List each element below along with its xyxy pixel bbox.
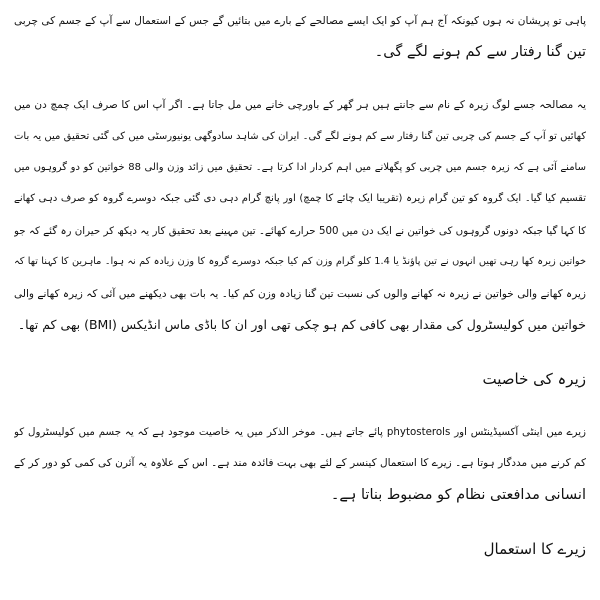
paragraph-1-line-4: تقسیم کیا گیا۔ ایک گروہ کو تین گرام زیرہ (تقریبا ایک چائے کا چمچ) اور پانچ گرام دہی دی گئی جبکہ دوسرے گروہ کو صرف دہی کھانے bbox=[14, 193, 586, 204]
paragraph-2-line-2: کم کرنے میں مددگار ہوتا ہے۔ زیرے کا استعمال کینسر کے لئے بھی بہت فائدہ مند ہے۔ اس کے علاوہ یہ آئرن کی کمی کو دور کر کے bbox=[14, 457, 586, 469]
article-body bbox=[14, 0, 586, 600]
section-heading-usage: زیرے کا استعمال bbox=[483, 540, 586, 558]
section-heading-properties: زیرہ کی خاصیت bbox=[482, 370, 586, 388]
paragraph-1-line-8: خواتین میں کولیسٹرول کی مقدار بھی کافی کم ہو چکی تھی اور ان کا باڈی ماس انڈیکس (BMI) بھی کم تھا۔ bbox=[17, 317, 586, 332]
paragraph-1-line-3: سامنے آئی ہے کہ زیرہ جسم میں چربی کو پگھلانے میں اہم کردار ادا کرتا ہے۔ تحقیق میں زائد وزن والی 88 خواتین کو دو گروہوں میں bbox=[14, 162, 586, 173]
paragraph-2-line-1: زیرے میں اینٹی آکسیڈینٹس اور phytosterols پائے جاتے ہیں۔ موخر الذکر میں یہ خاصیت موجود ہے کہ یہ جسم میں کولیسٹرول کو bbox=[14, 426, 586, 438]
intro-line-2: تین گنا رفتار سے کم ہونے لگے گی۔ bbox=[374, 44, 586, 60]
paragraph-1-line-2: کھائیں تو آپ کے جسم کی چربی تین گنا رفتار سے کم ہونے لگے گی۔ ایران کی شاہد سادوگھی یونیورسٹی میں کی گئی تحقیق میں یہ بات bbox=[14, 131, 586, 142]
paragraph-1-line-5: کا کہا گیا جبکہ دونوں گروہوں کی خواتین نے ایک دن میں 500 حرارے کھائے۔ تین مہینے بعد تحقیق کار یہ دیکھ کر حیران رہ گئے کہ جو bbox=[14, 225, 586, 237]
paragraph-1-line-1: یہ مصالحہ جسے لوگ زیرہ کے نام سے جانتے ہیں ہر گھر کے باورچی خانے میں مل جاتا ہے۔ اگر آپ اس کا صرف ایک چمچ دن میں bbox=[14, 99, 586, 111]
intro-line-1: پاہی تو پریشان نہ ہوں کیونکہ آج ہم آپ کو ایک ایسے مصالحے کے بارے میں بتائیں گے جس کے استعمال سے آپ کے جسم کی چربی bbox=[14, 15, 586, 27]
paragraph-2-line-3: انسانی مدافعتی نظام کو مضبوط بناتا ہے۔ bbox=[330, 487, 586, 503]
paragraph-1-line-6: خواتین زیرہ کھا رہی تھیں انہوں نے تین پاؤنڈ یا 1.4 کلو گرام وزن کم کیا جبکہ دوسرے گروہ کا وزن زیادہ کم نہ ہوا۔ ماہرین کا کہنا تھا کہ bbox=[14, 256, 586, 267]
paragraph-1-line-7: زیرہ کھانے والی خواتین نے زیرہ نہ کھانے والوں کی نسبت تین گنا زیادہ وزن کم کیا۔ یہ بات بھی دیکھنے میں آئی کہ زیرہ کھانے والی bbox=[14, 288, 586, 300]
